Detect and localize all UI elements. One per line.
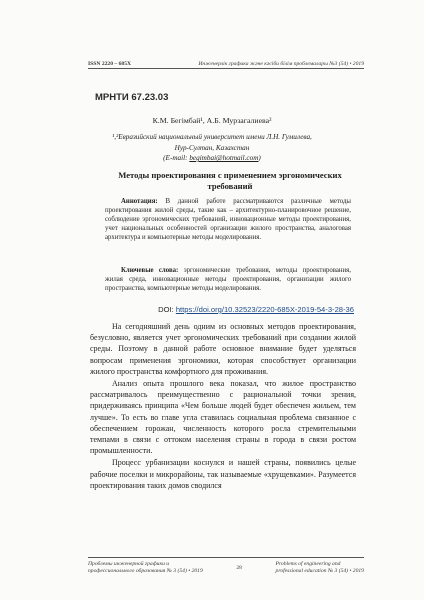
keywords-text: эргономические требования, методы проектирования, жилая среда, инновационные методы проектирования, организации жилого пространства, компьютерные методы моделирования.	[105, 267, 351, 292]
keywords-label: Ключевые слова:	[121, 267, 179, 274]
abstract-text: В данной работе рассматриваются различные методы проектирования жилой среды, такие как – архитектурно-планировочное решение, соблюдение эргономических требований, инновационные методы проектирования, учет национальных особенностей организации жилого пространства, аналоговая архитектура и компьютерные методы моделирования.	[105, 198, 351, 241]
body-paragraph: Процесс урбанизации коснулся и нашей страны, появились целые рабочие поселки и микрорайоны, так называемые «хрущевками». Разумеется проектирования таких домов сводился	[90, 458, 356, 490]
body-paragraph: Анализ опыта прошлого века показал, что жилое пространство рассматривалось преимущественно с рациональной точки зрения, придерживаясь принципа «Чем больше людей будет обеспечен жильем, тем лучше». То есть во главе угла ставилась социальная проблема связанное с обеспечением горожан, численность которого росла стремительными темпами в связи с оттоком населения страны в города в связи ростом промышленности.	[90, 379, 356, 456]
page-number: 28	[236, 565, 242, 571]
article-title: Методы проектирования с применением эргономических требований	[118, 170, 342, 191]
email-prefix: (E-mail:	[163, 154, 190, 162]
authors: К.М. Бегімбай¹, А.Б. Мурзагалиева²	[152, 116, 272, 125]
udc-code: МРНТИ 67.23.03	[95, 92, 169, 103]
abstract-label: Аннотация:	[121, 198, 158, 205]
affiliation-line-2: Нур-Султан, Казахстан	[174, 143, 250, 152]
article-body	[90, 321, 356, 492]
footer-right	[276, 561, 364, 575]
footer-right-line-2: professional education № 3 (54) • 2019	[275, 568, 364, 574]
affiliation-email-line	[0, 153, 424, 164]
email-link[interactable]: begimbai@hotmail.com	[189, 154, 259, 162]
footer-left-line-1: Проблемы инженерной графики и	[88, 561, 170, 567]
running-header	[88, 55, 364, 67]
doi	[142, 305, 354, 314]
doi-label: DOI:	[158, 305, 176, 314]
body-paragraph: На сегодняшний день одним из основных методов проектирования, безусловно, является учет эргономических требований при создании жилой среды. Поэтому в данной работе основное внимание будет уделяться вопросам применения эргономики, которая способствует организации жилого пространства комфортного для проживания.	[90, 322, 356, 376]
email-suffix: )	[258, 154, 261, 162]
journal-title: Инженерлік графика және кәсіби білім проблемалары №3 (54) • 2019	[198, 61, 364, 67]
affiliation	[0, 132, 424, 164]
footer-left-line-2: профессионального образования № 3 (54) • 2019	[88, 568, 203, 574]
footer-rule	[88, 557, 364, 558]
doi-link[interactable]: https://doi.org/10.32523/2220-685X-2019-54-3-28-36	[175, 305, 354, 314]
issn: ISSN 2220 – 685X	[88, 61, 132, 67]
footer-right-line-1: Problems of engineering and	[275, 561, 341, 567]
footer-left	[88, 561, 203, 575]
running-footer	[88, 561, 364, 575]
keywords	[105, 267, 351, 294]
header-rule	[88, 68, 364, 69]
affiliation-line-1: ¹,²Евразийский национальный университет имени Л.Н. Гумилева,	[112, 133, 312, 141]
abstract	[105, 198, 351, 243]
